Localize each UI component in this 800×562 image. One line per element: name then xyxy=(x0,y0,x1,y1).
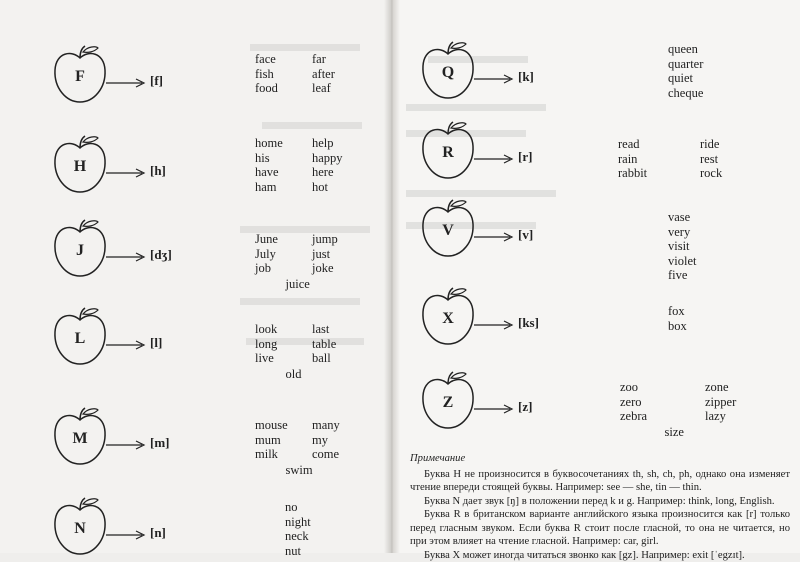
example-word: just xyxy=(312,247,338,262)
word-column xyxy=(668,42,703,100)
example-word: my xyxy=(312,433,340,448)
example-word: vase xyxy=(668,210,696,225)
example-word: live xyxy=(255,351,277,366)
arrow-icon xyxy=(474,154,514,164)
example-word: box xyxy=(668,319,687,334)
example-word: home xyxy=(255,136,283,151)
phonetic-sound: [z] xyxy=(518,399,532,415)
phonetic-sound: [l] xyxy=(150,335,162,351)
word-column xyxy=(705,380,736,424)
example-word: happy xyxy=(312,151,343,166)
word-column xyxy=(668,304,687,333)
word-column xyxy=(668,210,696,283)
example-word: jump xyxy=(312,232,338,247)
example-word: mum xyxy=(255,433,288,448)
example-word: zone xyxy=(705,380,736,395)
example-word: help xyxy=(312,136,343,151)
arrow-icon xyxy=(106,530,146,540)
example-word: July xyxy=(255,247,278,262)
letter-label: M xyxy=(50,430,110,448)
arrow-icon xyxy=(474,404,514,414)
bleed-through-line xyxy=(250,44,360,51)
example-word: far xyxy=(312,52,335,67)
example-word: long xyxy=(255,337,277,352)
example-word: no xyxy=(285,500,311,515)
example-word: size xyxy=(665,425,684,440)
word-column xyxy=(285,500,311,558)
example-word: come xyxy=(312,447,340,462)
example-word: many xyxy=(312,418,340,433)
bleed-through-line xyxy=(406,190,556,197)
letter-label: R xyxy=(418,144,478,162)
bleed-through-line xyxy=(262,122,362,129)
arrow-icon xyxy=(106,168,146,178)
word-column xyxy=(255,322,277,366)
example-word: quarter xyxy=(668,57,703,72)
example-word: rest xyxy=(700,152,722,167)
arrow-icon xyxy=(106,252,146,262)
example-word: neck xyxy=(285,529,311,544)
letter-label: Q xyxy=(418,64,478,82)
example-word: cheque xyxy=(668,86,703,101)
phonetic-sound: [r] xyxy=(518,149,532,165)
letter-label: F xyxy=(50,68,110,86)
example-word: rock xyxy=(700,166,722,181)
arrow-icon xyxy=(474,232,514,242)
example-word: lazy xyxy=(705,409,736,424)
word-column xyxy=(255,232,278,276)
phonetic-sound: [ks] xyxy=(518,315,539,331)
example-word: swim xyxy=(286,463,313,478)
arrow-icon xyxy=(106,340,146,350)
example-word: nut xyxy=(285,544,311,559)
phonetic-sound: [m] xyxy=(150,435,170,451)
example-word: rabbit xyxy=(618,166,647,181)
phonetic-sound: [n] xyxy=(150,525,166,541)
word-column xyxy=(312,322,336,366)
letter-label: J xyxy=(50,242,110,260)
book-gutter xyxy=(384,0,400,553)
phonetic-sound: [k] xyxy=(518,69,534,85)
note-section xyxy=(410,452,790,562)
example-word: zipper xyxy=(705,395,736,410)
arrow-icon xyxy=(106,78,146,88)
note-paragraph: Буква X может иногда читаться звонко как [gz]. Например: exit [ˈegzɪt]. xyxy=(410,549,790,562)
letter-label: H xyxy=(50,158,110,176)
phonetic-sound: [h] xyxy=(150,163,166,179)
word-column xyxy=(312,232,338,276)
word-column xyxy=(618,137,647,181)
example-word: ride xyxy=(700,137,722,152)
example-word: table xyxy=(312,337,336,352)
example-word: queen xyxy=(668,42,703,57)
phonetic-sound: [v] xyxy=(518,227,533,243)
letter-label: X xyxy=(418,310,478,328)
example-word: face xyxy=(255,52,278,67)
bleed-through-line xyxy=(240,298,360,305)
bleed-through-line xyxy=(406,104,546,111)
example-word: night xyxy=(285,515,311,530)
example-word: fox xyxy=(668,304,687,319)
note-paragraph: Буква H не произносится в буквосочетаниях th, sh, ch, ph, однако она изменяет чтение впереди стоящей буквы. Например: see — she, tin — thin. xyxy=(410,468,790,495)
example-word: leaf xyxy=(312,81,335,96)
example-word: five xyxy=(668,268,696,283)
example-word: zoo xyxy=(620,380,647,395)
example-word: ball xyxy=(312,351,336,366)
example-word: joke xyxy=(312,261,338,276)
word-column xyxy=(312,418,340,462)
letter-label: L xyxy=(50,330,110,348)
word-column xyxy=(312,52,335,96)
example-word: zebra xyxy=(620,409,647,424)
note-paragraph: Буква R в британском варианте английского языка произносится как [r] только перед гласным звуком. Если буква R стоит после гласной, то она не читается, но при этом влияет на чтение гласной. Например: car, girl. xyxy=(410,508,790,549)
example-word: have xyxy=(255,165,283,180)
word-column xyxy=(255,418,288,462)
example-word: look xyxy=(255,322,277,337)
example-word: zero xyxy=(620,395,647,410)
example-word: job xyxy=(255,261,278,276)
example-word: milk xyxy=(255,447,288,462)
example-word: read xyxy=(618,137,647,152)
example-word: juice xyxy=(286,277,310,292)
example-word: quiet xyxy=(668,71,703,86)
arrow-icon xyxy=(106,440,146,450)
example-word: old xyxy=(286,367,302,382)
phonetic-sound: [f] xyxy=(150,73,163,89)
example-word: after xyxy=(312,67,335,82)
example-word: June xyxy=(255,232,278,247)
example-word: very xyxy=(668,225,696,240)
word-column xyxy=(700,137,722,181)
example-word: ham xyxy=(255,180,283,195)
example-word: hot xyxy=(312,180,343,195)
note-paragraph: Буква N дает звук [ŋ] в положении перед k и g. Например: think, long, English. xyxy=(410,495,790,509)
word-column xyxy=(312,136,343,194)
word-column xyxy=(255,52,278,96)
word-column xyxy=(620,380,647,424)
letter-label: N xyxy=(50,520,110,538)
example-word: violet xyxy=(668,254,696,269)
example-word: rain xyxy=(618,152,647,167)
word-column xyxy=(255,136,283,194)
example-word: mouse xyxy=(255,418,288,433)
note-title: Примечание xyxy=(410,452,790,466)
example-word: last xyxy=(312,322,336,337)
example-word: food xyxy=(255,81,278,96)
arrow-icon xyxy=(474,74,514,84)
letter-label: V xyxy=(418,222,478,240)
example-word: fish xyxy=(255,67,278,82)
phonetic-sound: [dʒ] xyxy=(150,247,172,263)
example-word: his xyxy=(255,151,283,166)
example-word: visit xyxy=(668,239,696,254)
arrow-icon xyxy=(474,320,514,330)
example-word: here xyxy=(312,165,343,180)
letter-label: Z xyxy=(418,394,478,412)
